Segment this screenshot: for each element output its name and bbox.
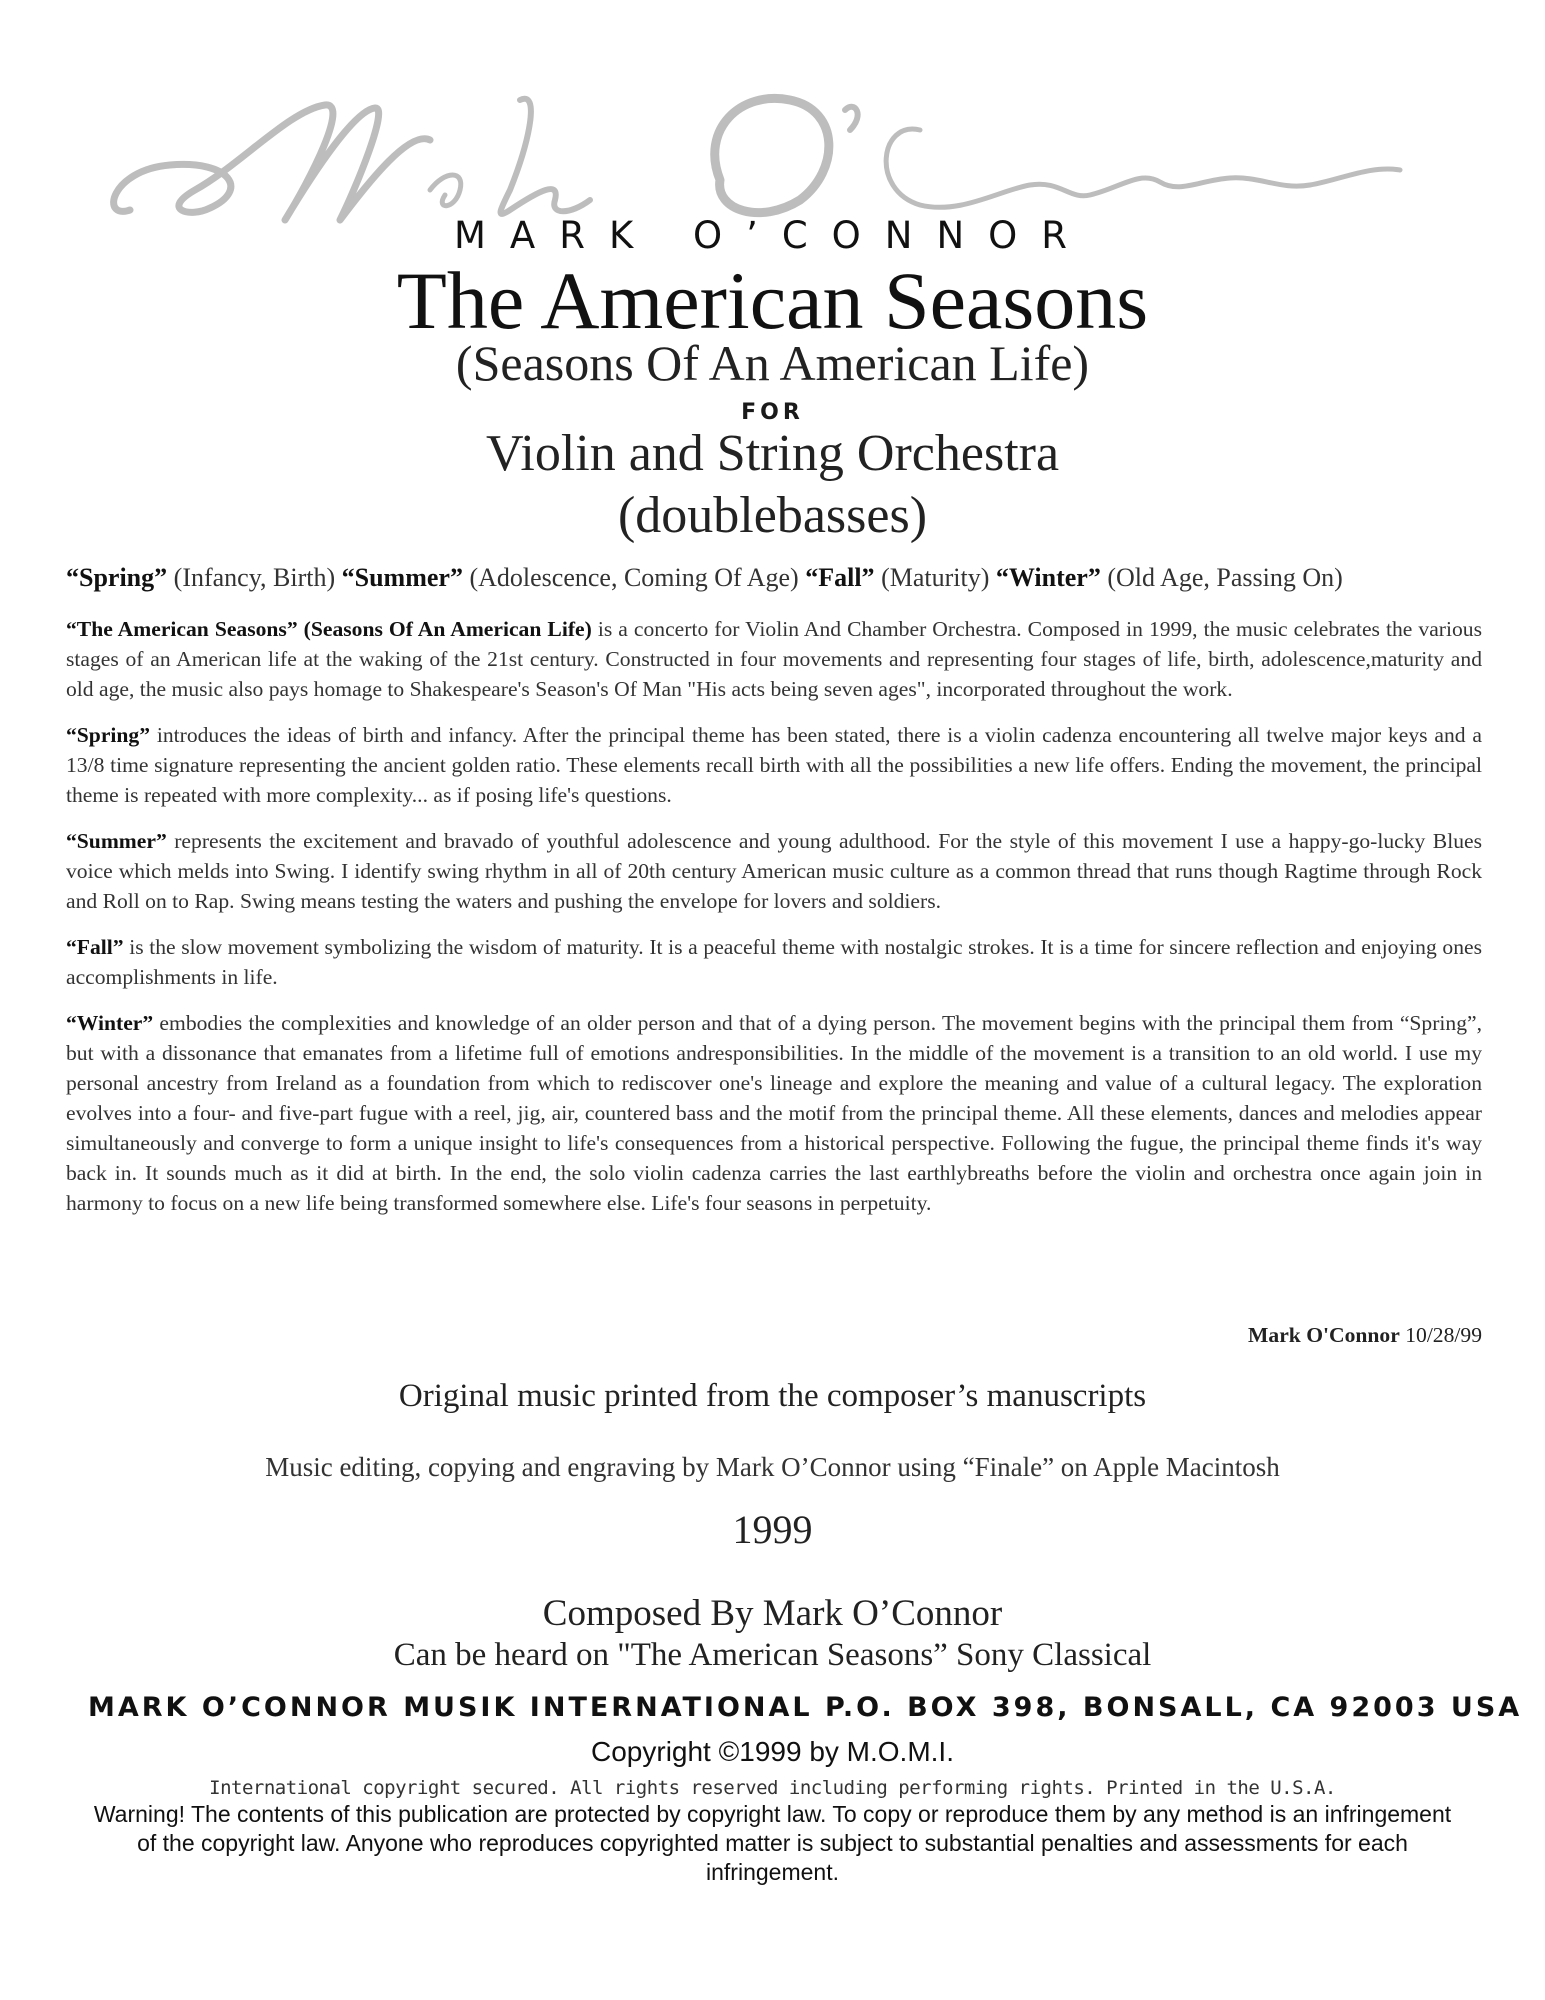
header <box>0 0 1545 257</box>
paragraph-lead: “Spring” <box>66 723 151 747</box>
page-title: The American Seasons <box>396 255 1149 346</box>
essay-paragraph <box>66 932 1482 992</box>
paragraph-text: is a concerto for Violin And Chamber Orchestra. Composed in 1999, the music celebrates the various stages of an American life at the waking of the 21st century. Constructed in four movements and representing four stages of life, birth, adolescence,maturity and old age, the music also pays homage to Shakespeare's Season's Of Man "His acts being seven ages", incorporated throughout the work. <box>66 617 1482 701</box>
paragraph-text: represents the excitement and bravado of youthful adolescence and young adulthood. For the style of this movement I use a happy-go-lucky Blues voice which melds into Swing. I identify swing rhythm in all of 20th century American music culture as a common thread that runs though Ragtime through Rock and Roll on to Rap. Swing means testing the waters and pushing the envelope for lovers and soldiers. <box>66 829 1482 913</box>
movement-description: (Maturity) <box>881 563 990 592</box>
publication-year: 1999 <box>732 1507 813 1552</box>
for-label: FOR <box>741 400 804 425</box>
instrumentation: Violin and String Orchestra <box>485 425 1060 482</box>
movement-description: (Infancy, Birth) <box>173 563 336 592</box>
signoff <box>66 1323 1482 1348</box>
signoff-name: Mark O'Connor <box>1248 1323 1400 1347</box>
engraving-note: Music editing, copying and engraving by Mark O’Connor using “Finale” on Apple Macintosh <box>265 1452 1280 1482</box>
movement-name: “Fall” <box>805 563 875 592</box>
paragraph-lead: “Fall” <box>66 935 124 959</box>
paragraph-text: is the slow movement symbolizing the wisdom of maturity. It is a peaceful theme with nostalgic strokes. It is a time for sincere reflection and enjoying ones accomplishments in life. <box>66 935 1482 989</box>
signoff-date: 10/28/99 <box>1405 1323 1482 1347</box>
page-subtitle: (Seasons Of An American Life) <box>455 335 1090 391</box>
composer-name: MARK O’CONNOR <box>454 213 1091 257</box>
movements-list <box>66 563 1486 593</box>
essay-paragraph <box>66 720 1482 810</box>
paragraph-text: embodies the complexities and knowledge of an older person and that of a dying person. The movement begins with the principal them from “Spring”, but with a dissonance that emanates from a lifetime full of emotions andresponsibilities. In the middle of the movement is a transition to an old world. I use my personal ancestry from Ireland as a foundation from which to rediscover one's lineage and explore the meaning and value of a cultural legacy. The exploration evolves into a four- and five-part fugue with a reel, jig, air, countered bass and the motif from the principal theme. All these elements, dances and melodies appear simultaneously and converge to form a unique insight to life's consequences from a historical perspective. Following the fugue, the principal theme finds it's way back in. It sounds much as it did at birth. In the end, the solo violin cadenza carries the last earthlybreaths before the violin and orchestra once again join in harmony to focus on a new life being transformed somewhere else. Life's four seasons in perpetuity. <box>66 1011 1482 1215</box>
movement-name: “Winter” <box>995 563 1101 592</box>
composed-by: Composed By Mark O’Connor <box>542 1593 1003 1634</box>
movement-name: “Spring” <box>66 563 168 592</box>
rights-notice: International copyright secured. All rights reserved including performing rights. Printed in the U.S.A. <box>209 1777 1336 1799</box>
program-notes <box>66 614 1482 1228</box>
copyright-notice: Copyright ©1999 by M.O.M.I. <box>591 1736 954 1767</box>
publisher-address: MARK O’CONNOR MUSIK INTERNATIONAL P.O. BOX 398, BONSALL, CA 92003 USA <box>88 1692 1523 1723</box>
essay-paragraph <box>66 1008 1482 1218</box>
movement-description: (Old Age, Passing On) <box>1107 563 1343 592</box>
paragraph-lead: “Winter” <box>66 1011 154 1035</box>
instrumentation-note: (doublebasses) <box>617 487 928 544</box>
essay-paragraph <box>66 826 1482 916</box>
paragraph-lead: “Summer” <box>66 829 167 853</box>
movement-description: (Adolescence, Coming Of Age) <box>469 563 799 592</box>
printed-from-note: Original music printed from the composer’s manuscripts <box>398 1378 1147 1414</box>
paragraph-text: introduces the ideas of birth and infancy. After the principal theme has been stated, there is a violin cadenza encountering all twelve major keys and a 13/8 time signature representing the ancient golden ratio. These elements recall birth with all the possibilities a new life offers. Ending the movement, the principal theme is repeated with more complexity... as if posing life's questions. <box>66 723 1482 807</box>
essay-paragraph <box>66 614 1482 704</box>
recording-note: Can be heard on "The American Seasons” Sony Classical <box>393 1637 1152 1673</box>
paragraph-lead: “The American Seasons” (Seasons Of An American Life) <box>66 617 592 641</box>
copyright-warning: Warning! The contents of this publication are protected by copyright law. To copy or reproduce them by any method is an infringement of the copyright law. Anyone who reproduces copyrighted matter is subject to substantial penalties and assessments for each infringement. <box>93 1801 1452 1885</box>
movement-name: “Summer” <box>341 563 463 592</box>
